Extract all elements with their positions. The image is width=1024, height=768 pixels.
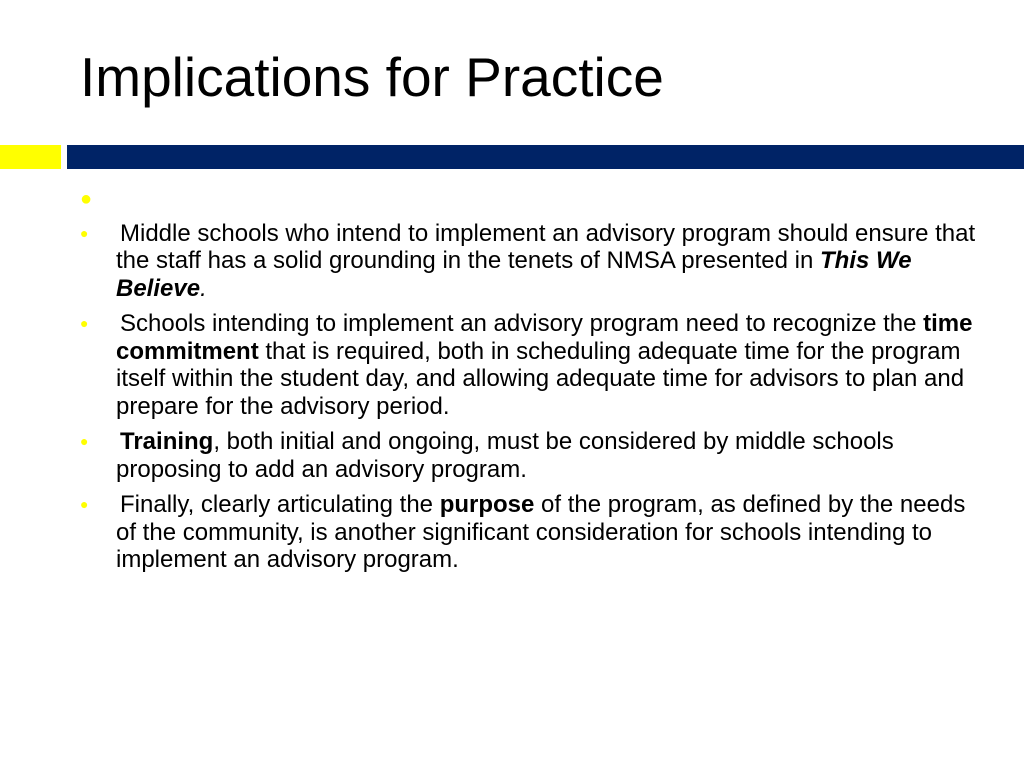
bullet-text-tail: of the program, as defined by the needs of the community, is another significant consideration for schools intending to implement an advisory program. — [116, 491, 966, 573]
bullet-emphasis: Training — [120, 428, 214, 455]
bullet-dot-icon: ● — [80, 224, 89, 241]
slide-title: Implications for Practice — [80, 46, 664, 108]
bullet-text-tail: that is required, both in scheduling adequate time for the program itself within the student day, and allowing adequate time for advisors to plan and prepare for the advisory period. — [116, 337, 965, 420]
bullet-text: Finally, clearly articulating the — [120, 491, 440, 518]
bullet-dot-icon: ● — [80, 188, 93, 210]
bullet-item — [80, 428, 980, 483]
bullet-dot-icon: ● — [80, 315, 89, 331]
bullet-item — [80, 491, 980, 574]
empty-bullet — [80, 186, 980, 214]
bullet-text-tail: . — [200, 274, 207, 302]
bullet-text: Schools intending to implement an advisory program need to recognize the — [120, 310, 924, 337]
title-accent-navy-bar — [67, 145, 1024, 169]
bullet-emphasis: This We Believe — [116, 247, 912, 302]
bullet-dot-icon: ● — [80, 433, 89, 449]
bullet-emphasis: time commitment — [116, 310, 973, 365]
title-accent-yellow-bar — [0, 145, 61, 169]
bullet-item — [80, 310, 980, 420]
bullet-text: Middle schools who intend to implement an advisory program should ensure that the staff has a solid grounding in the tenets of NMSA presented in — [116, 219, 976, 274]
bullet-dot-icon: ● — [80, 496, 89, 512]
bullet-item — [80, 220, 980, 303]
bullet-text-tail: , both initial and ongoing, must be considered by middle schools proposing to add an advisory program. — [116, 428, 894, 483]
bullet-list — [80, 186, 980, 582]
bullet-emphasis: purpose — [439, 491, 535, 518]
